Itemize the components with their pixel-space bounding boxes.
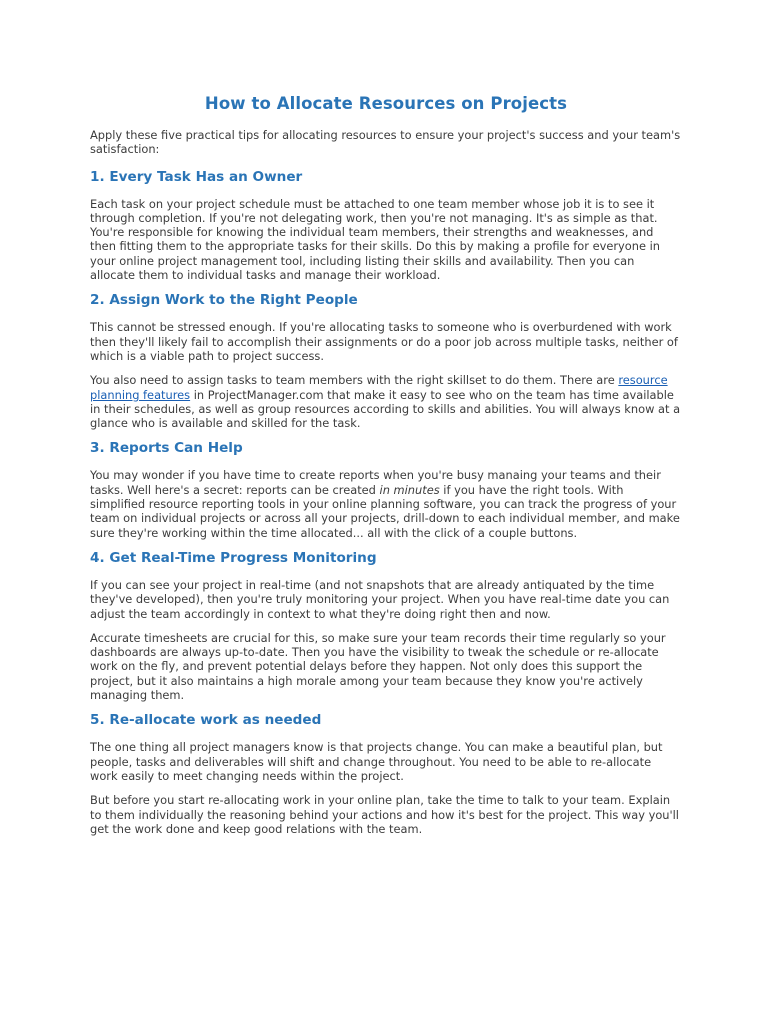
section-assign-work [90, 292, 682, 430]
section-paragraph: This cannot be stressed enough. If you're allocating tasks to someone who is overburdened with work then they'll likely fail to accomplish their assignments or do a poor job across multiple tasks, neither of which is a viable path to project success. [90, 320, 678, 363]
section-reports-can-help [90, 440, 682, 539]
paragraph-text: in ProjectManager.com that make it easy to see who on the team has time available in their schedules, as well as group resources according to skills and abilities. You will always know at a glance who is available and skilled for the task. [90, 387, 681, 431]
paragraph-text: if you have the right tools. With simplified resource reporting tools in your online planning software, you can track the progress of your team on individual projects or across all your projects, drill-down to each individual member, and make sure they're working within the time allocated... all with the click of a couple buttons. [90, 482, 680, 540]
section-paragraph [90, 468, 682, 539]
section-every-task-has-an-owner [90, 169, 682, 283]
section-paragraph: The one thing all project managers know is that projects change. You can make a beautiful plan, but people, tasks and deliverables will shift and change throughout. You need to be able to re-allocate work easily to meet changing needs within the project. [90, 740, 663, 783]
section-heading: 2. Assign Work to the Right People [90, 292, 358, 309]
section-heading: 5. Re-allocate work as needed [90, 712, 322, 729]
section-paragraph-with-link [90, 373, 682, 430]
section-paragraph: But before you start re-allocating work in your online plan, take the time to talk to your team. Explain to them individually the reasoning behind your actions and how it's best for the project. This way you'll get the work done and keep good relations with the team. [90, 793, 679, 836]
section-reallocate-work [90, 712, 682, 836]
section-heading: 3. Reports Can Help [90, 440, 243, 457]
section-heading: 4. Get Real-Time Progress Monitoring [90, 549, 377, 566]
emphasis-text: in minutes [379, 482, 440, 497]
section-paragraph: If you can see your project in real-time (and not snapshots that are already antiquated by the time they've developed), then you're truly monitoring your project. When you have real-time date you can adjust the team accordingly in context to what they're doing right then and now. [90, 577, 670, 621]
intro-paragraph: Apply these five practical tips for allocating resources to ensure your project's success and your team's satisfaction: [90, 128, 681, 157]
page-title: How to Allocate Resources on Projects [204, 94, 568, 113]
paragraph-text: You may wonder if you have time to create reports when you're busy manaing your teams and their tasks. Well here's a secret: reports can be created [90, 468, 661, 497]
paragraph-text: You also need to assign tasks to team members with the right skillset to do them. There are [90, 373, 619, 388]
section-paragraph: Each task on your project schedule must be attached to one team member whose job it is to see it through completion. If you're not delegating work, then you're not managing. It's as simple as that. You're responsible for knowing the individual team members, their strengths and weaknesses, and then fitting them to the appropriate tasks for their skills. Do this by making a profile for everyone in your online project management tool, including listing their skills and availability. Then you can allocate them to individual tasks and manage their workload. [90, 196, 660, 283]
section-real-time-monitoring [90, 550, 682, 702]
section-paragraph: Accurate timesheets are crucial for this, so make sure your team records their time regularly so your dashboards are always up-to-date. Then you have the visibility to tweak the schedule or re-allocate work on the fly, and prevent potential delays before they happen. Not only does this support the project, but it also maintains a high morale among your team because they know you're actively managing them. [90, 630, 666, 703]
resource-planning-features-link[interactable]: resource planning features [90, 373, 668, 402]
section-heading: 1. Every Task Has an Owner [90, 168, 303, 185]
